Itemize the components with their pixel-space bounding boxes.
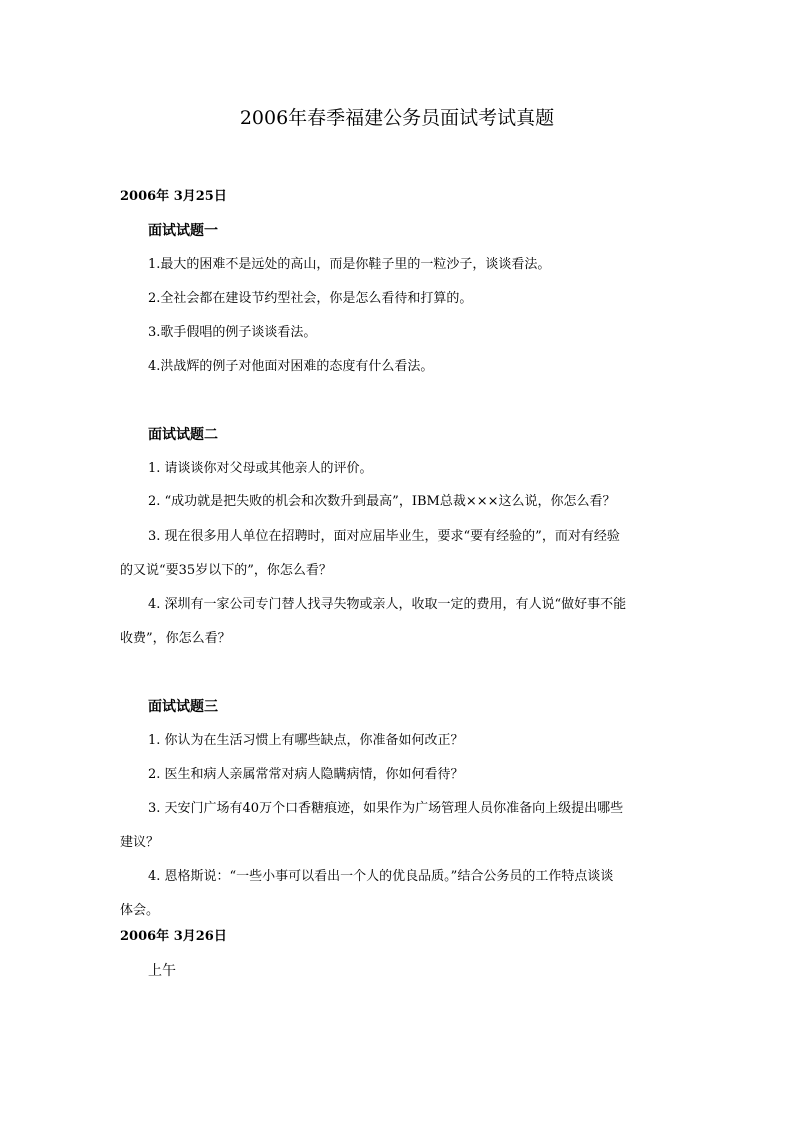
question-item: 4. 深圳有一家公司专门替人找寻失物或亲人，收取一定的费用，有人说“做好事不能 — [148, 597, 627, 612]
document-title: 2006年春季福建公务员面试考试真题 — [239, 107, 555, 129]
question-item: 1. 请谈谈你对父母或其他亲人的评价。 — [148, 461, 373, 476]
date-march-25: 2006年 3月25日 — [120, 189, 227, 204]
question-continuation: 体会。 — [120, 903, 160, 918]
section-heading-2: 面试试题二 — [148, 427, 218, 443]
section-heading-3: 面试试题三 — [148, 699, 218, 715]
session-morning: 上午 — [148, 963, 176, 979]
question-item: 2. 医生和病人亲属常常对病人隐瞒病情，你如何看待？ — [148, 767, 464, 782]
question-item: 1.最大的困难不是远处的高山，而是你鞋子里的一粒沙子，谈谈看法。 — [148, 257, 551, 272]
question-continuation: 的又说“要35岁以下的”，你怎么看？ — [120, 563, 332, 578]
question-item: 1. 你认为在生活习惯上有哪些缺点，你准备如何改正？ — [148, 733, 464, 748]
question-item: 3. 天安门广场有40万个口香糖痕迹，如果作为广场管理人员你准备向上级提出哪些 — [148, 801, 624, 816]
date-march-26: 2006年 3月26日 — [120, 929, 227, 944]
section-heading-1: 面试试题一 — [148, 223, 218, 239]
question-item: 3. 现在很多用人单位在招聘时，面对应届毕业生，要求“要有经验的”，而对有经验 — [148, 529, 620, 544]
question-item: 2. “成功就是把失败的机会和次数升到最高”，IBM总裁×××这么说，你怎么看？ — [148, 494, 616, 509]
question-continuation: 建议？ — [120, 835, 160, 850]
question-item: 4. 恩格斯说：“一些小事可以看出一个人的优良品质。”结合公务员的工作特点谈谈 — [148, 869, 614, 884]
question-item: 3.歌手假唱的例子谈谈看法。 — [148, 325, 317, 340]
question-item: 2.全社会都在建设节约型社会，你是怎么看待和打算的。 — [148, 291, 473, 306]
question-continuation: 收费”，你怎么看？ — [120, 631, 231, 646]
question-item: 4.洪战辉的例子对他面对困难的态度有什么看法。 — [148, 359, 434, 374]
